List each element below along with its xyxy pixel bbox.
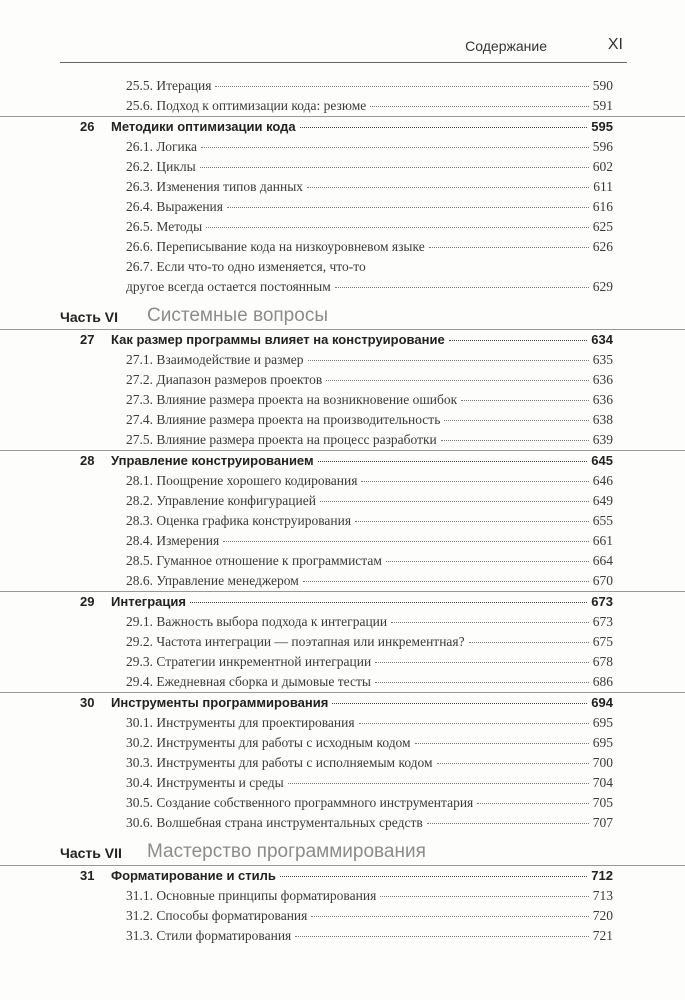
section-page-number: 646 xyxy=(592,473,613,488)
section-entry[interactable] xyxy=(0,197,685,217)
section-title: 26.5. Методы xyxy=(126,219,203,234)
section-title: 31.1. Основные принципы форматирования xyxy=(126,888,377,903)
section-title: 30.4. Инструменты и среды xyxy=(126,775,284,790)
chapter-title: Методики оптимизации кода xyxy=(111,119,296,134)
section-title: 28.6. Управление менеджером xyxy=(126,573,299,588)
section-title: 29.3. Стратегии инкрементной интеграции xyxy=(126,654,372,669)
section-entry[interactable] xyxy=(0,612,685,632)
chapter-entry[interactable] xyxy=(0,116,685,137)
chapter-entry[interactable] xyxy=(0,865,685,886)
section-title: 29.1. Важность выбора подхода к интеграции xyxy=(126,614,388,629)
section-title: 29.4. Ежедневная сборка и дымовые тесты xyxy=(126,674,371,689)
section-entry[interactable] xyxy=(0,713,685,733)
section-title: 31.3. Стили форматирования xyxy=(126,928,292,943)
section-title: 25.6. Подход к оптимизации кода: резюме xyxy=(126,98,367,113)
dot-leader xyxy=(300,127,588,128)
section-page-number: 590 xyxy=(592,78,613,93)
section-page-number: 713 xyxy=(592,888,613,903)
chapter-entry[interactable] xyxy=(0,450,685,471)
section-page-number: 661 xyxy=(592,533,613,548)
section-page-number: 625 xyxy=(592,219,613,234)
section-entry[interactable] xyxy=(0,926,685,946)
section-title: 26.7. Если что-то одно изменяется, что-то xyxy=(126,259,366,274)
section-page-number: 626 xyxy=(592,239,613,254)
chapter-page-number: 673 xyxy=(591,594,613,609)
section-entry[interactable] xyxy=(0,491,685,511)
running-header xyxy=(60,36,627,63)
section-entry[interactable] xyxy=(0,813,685,833)
dot-leader xyxy=(361,481,588,482)
dot-leader xyxy=(201,147,589,148)
section-title: 30.5. Создание собственного программного инструментария xyxy=(126,795,474,810)
section-page-number: 695 xyxy=(592,715,613,730)
section-page-number: 649 xyxy=(592,493,613,508)
section-page-number: 675 xyxy=(592,634,613,649)
chapter-title: Как размер программы влияет на конструирование xyxy=(111,332,445,347)
section-entry[interactable] xyxy=(0,793,685,813)
section-page-number: 635 xyxy=(592,352,613,367)
section-entry[interactable] xyxy=(0,886,685,906)
section-title: 30.3. Инструменты для работы с исполняемым кодом xyxy=(126,755,433,770)
header-page-number: XI xyxy=(607,36,623,53)
section-title: 27.3. Влияние размера проекта на возникновение ошибок xyxy=(126,392,458,407)
section-title: 28.3. Оценка графика конструирования xyxy=(126,513,352,528)
dot-leader xyxy=(469,642,589,643)
section-title: 28.4. Измерения xyxy=(126,533,220,548)
part-name: Мастерство программирования xyxy=(147,841,426,862)
section-page-number: 704 xyxy=(592,775,613,790)
section-title: 31.2. Способы форматирования xyxy=(126,908,308,923)
dot-leader xyxy=(335,287,589,288)
section-entry[interactable] xyxy=(0,137,685,157)
section-page-number: 707 xyxy=(592,815,613,830)
section-page-number: 591 xyxy=(592,98,613,113)
section-entry[interactable] xyxy=(0,571,685,591)
dot-leader xyxy=(288,783,589,784)
part-heading xyxy=(0,297,685,329)
section-page-number: 721 xyxy=(592,928,613,943)
part-label: Часть VI xyxy=(60,309,118,325)
dot-leader xyxy=(223,541,589,542)
section-page-number: 686 xyxy=(592,674,613,689)
dot-leader xyxy=(307,187,589,188)
dot-leader xyxy=(200,167,589,168)
dot-leader xyxy=(444,420,588,421)
section-page-number: 639 xyxy=(592,432,613,447)
chapter-title: Форматирование и стиль xyxy=(111,868,276,883)
dot-leader xyxy=(190,602,587,603)
part-name: Системные вопросы xyxy=(147,305,328,326)
section-title: 26.3. Изменения типов данных xyxy=(126,179,304,194)
dot-leader xyxy=(477,803,589,804)
section-title: 26.4. Выражения xyxy=(126,199,223,214)
dot-leader xyxy=(311,916,588,917)
dot-leader xyxy=(320,501,589,502)
chapter-number: 31 xyxy=(80,868,95,883)
section-title: 27.1. Взаимодействие и размер xyxy=(126,352,304,367)
chapter-number: 27 xyxy=(80,332,95,347)
section-entry[interactable] xyxy=(0,773,685,793)
dot-leader xyxy=(355,521,589,522)
section-title: 27.5. Влияние размера проекта на процесс разработки xyxy=(126,432,437,447)
chapter-page-number: 634 xyxy=(591,332,613,347)
part-heading xyxy=(0,833,685,865)
dot-leader xyxy=(386,561,589,562)
section-entry[interactable] xyxy=(0,632,685,652)
section-title: 26.2. Циклы xyxy=(126,159,196,174)
section-entry[interactable] xyxy=(0,733,685,753)
section-page-number: 602 xyxy=(592,159,613,174)
section-title: 29.2. Частота интеграции — поэтапная или инкрементная? xyxy=(126,634,465,649)
section-entry[interactable] xyxy=(0,217,685,237)
section-page-number: 664 xyxy=(592,553,613,568)
section-entry[interactable] xyxy=(0,76,685,96)
section-title: 28.5. Гуманное отношение к программистам xyxy=(126,553,382,568)
section-page-number: 695 xyxy=(592,735,613,750)
section-page-number: 678 xyxy=(592,654,613,669)
section-entry[interactable] xyxy=(0,390,685,410)
chapter-number: 28 xyxy=(80,453,95,468)
section-entry[interactable] xyxy=(0,551,685,571)
section-title: 28.1. Поощрение хорошего кодирования xyxy=(126,473,358,488)
section-entry[interactable] xyxy=(0,430,685,450)
dot-leader xyxy=(415,743,589,744)
dot-leader xyxy=(332,703,587,704)
section-page-number: 636 xyxy=(592,372,613,387)
dot-leader xyxy=(318,461,588,462)
dot-leader xyxy=(391,622,589,623)
section-entry[interactable] xyxy=(0,277,685,297)
section-page-number: 629 xyxy=(592,279,613,294)
section-title: 26.6. Переписывание кода на низкоуровневом языке xyxy=(126,239,425,254)
chapter-page-number: 712 xyxy=(591,868,613,883)
chapter-page-number: 595 xyxy=(591,119,613,134)
section-page-number: 720 xyxy=(592,908,613,923)
dot-leader xyxy=(449,340,588,341)
chapter-number: 29 xyxy=(80,594,95,609)
dot-leader xyxy=(375,662,589,663)
section-page-number: 700 xyxy=(592,755,613,770)
chapter-title: Интеграция xyxy=(111,594,186,609)
dot-leader xyxy=(308,360,589,361)
chapter-number: 26 xyxy=(80,119,95,134)
section-title: 30.1. Инструменты для проектирования xyxy=(126,715,355,730)
chapter-page-number: 694 xyxy=(591,695,613,710)
section-entry[interactable] xyxy=(0,511,685,531)
section-entry[interactable] xyxy=(0,370,685,390)
section-page-number: 636 xyxy=(592,392,613,407)
chapter-entry[interactable] xyxy=(0,692,685,713)
section-entry[interactable] xyxy=(0,350,685,370)
section-page-number: 611 xyxy=(593,179,613,194)
chapter-entry[interactable] xyxy=(0,329,685,350)
section-entry[interactable] xyxy=(0,753,685,773)
section-page-number: 673 xyxy=(592,614,613,629)
section-entry[interactable] xyxy=(0,257,685,277)
section-title: другое всегда остается постоянным xyxy=(126,279,331,294)
dot-leader xyxy=(370,106,588,107)
section-page-number: 655 xyxy=(592,513,613,528)
section-entry[interactable] xyxy=(0,672,685,692)
section-page-number: 670 xyxy=(592,573,613,588)
chapter-title: Управление конструированием xyxy=(111,453,314,468)
dot-leader xyxy=(295,936,588,937)
dot-leader xyxy=(215,86,588,87)
table-of-contents xyxy=(0,76,685,946)
part-label: Часть VII xyxy=(60,845,122,861)
dot-leader xyxy=(380,896,588,897)
dot-leader xyxy=(427,823,589,824)
section-title: 26.1. Логика xyxy=(126,139,198,154)
section-entry[interactable] xyxy=(0,906,685,926)
section-title: 30.2. Инструменты для работы с исходным кодом xyxy=(126,735,411,750)
section-page-number: 616 xyxy=(592,199,613,214)
section-title: 27.2. Диапазон размеров проектов xyxy=(126,372,323,387)
header-title: Содержание xyxy=(465,38,547,54)
dot-leader xyxy=(326,380,589,381)
section-title: 28.2. Управление конфигурацией xyxy=(126,493,316,508)
section-page-number: 705 xyxy=(592,795,613,810)
section-entry[interactable] xyxy=(0,652,685,672)
dot-leader xyxy=(206,227,589,228)
section-entry[interactable] xyxy=(0,157,685,177)
section-entry[interactable] xyxy=(0,531,685,551)
section-entry[interactable] xyxy=(0,237,685,257)
section-title: 30.6. Волшебная страна инструментальных средств xyxy=(126,815,423,830)
dot-leader xyxy=(303,581,589,582)
section-entry[interactable] xyxy=(0,96,685,116)
section-entry[interactable] xyxy=(0,410,685,430)
chapter-number: 30 xyxy=(80,695,95,710)
dot-leader xyxy=(461,400,589,401)
dot-leader xyxy=(429,247,589,248)
dot-leader xyxy=(227,207,589,208)
section-page-number: 596 xyxy=(592,139,613,154)
chapter-entry[interactable] xyxy=(0,591,685,612)
dot-leader xyxy=(441,440,589,441)
chapter-title: Инструменты программирования xyxy=(111,695,329,710)
dot-leader xyxy=(437,763,589,764)
section-entry[interactable] xyxy=(0,177,685,197)
section-title: 25.5. Итерация xyxy=(126,78,212,93)
section-page-number: 638 xyxy=(592,412,613,427)
section-title: 27.4. Влияние размера проекта на производительность xyxy=(126,412,441,427)
section-entry[interactable] xyxy=(0,471,685,491)
dot-leader xyxy=(359,723,589,724)
chapter-page-number: 645 xyxy=(591,453,613,468)
dot-leader xyxy=(375,682,589,683)
dot-leader xyxy=(280,876,587,877)
